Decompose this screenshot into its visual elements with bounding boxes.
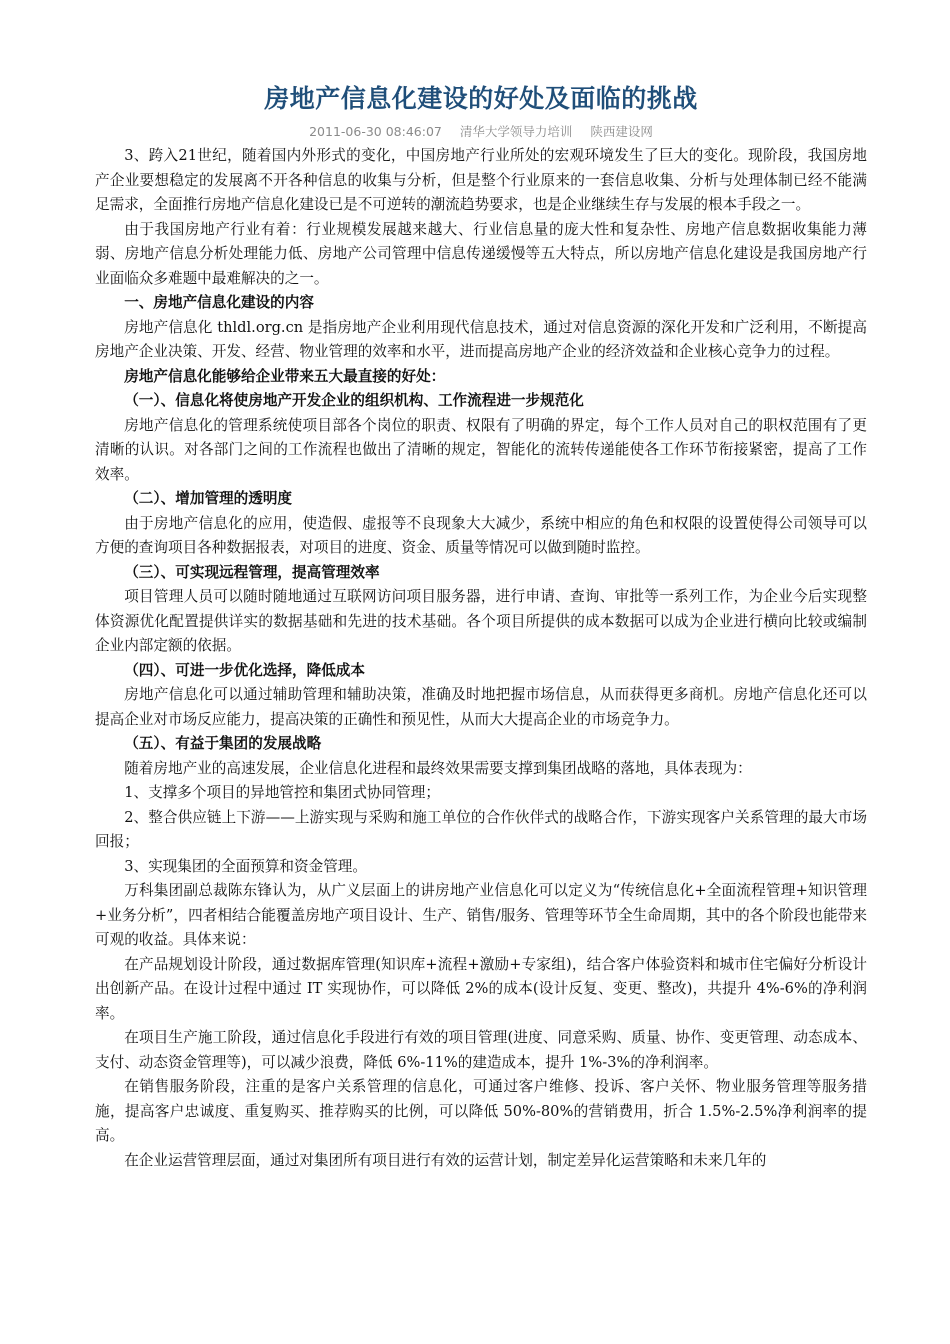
benefit-heading-2: （二）、增加管理的透明度 [124,490,293,507]
benefit-paragraph-2: 由于房地产信息化的应用，使造假、虚报等不良现象大大减少，系统中相应的角色和权限的设置使得公司领导可以方便的查询项目各种数据报表，对项目的进度、资金、质量等情况可以做到随时监控。 [95,514,867,556]
paragraph-intro: 3、跨入21世纪，随着国内外形式的变化，中国房地产行业所处的宏观环境发生了巨大的变化。现阶段，我国房地产企业要想稳定的发展离不开各种信息的收集与分析，但是整个行业原来的一套信息收集、分析与处理体制已经不能满足需求，全面推行房地产信息化建设已是不可逆转的潮流趋势要求，也是企业继续生存与发展的根本手段之一。 [95,147,867,213]
benefit-heading-5: （五）、有益于集团的发展战略 [124,735,322,752]
article-source: 清华大学领导力培训 [459,124,573,139]
paragraph-construction-stage: 在项目生产施工阶段，通过信息化手段进行有效的项目管理(进度、同意采购、质量、协作、变更管理、动态成本、支付、动态资金管理等)，可以减少浪费，降低 6%-11%的建造成本，提升 1%-3%的净利润率。 [95,1029,867,1071]
benefit-heading-4: （四）、可进一步优化选择，降低成本 [124,661,365,679]
list-item: 3、实现集团的全面预算和资金管理。 [124,857,367,875]
benefit-heading-1: （一）、信息化将使房地产开发企业的组织机构、工作流程进一步规范化 [124,392,584,409]
paragraph-quote: 万科集团副总裁陈东锋认为，从广义层面上的讲房地产业信息化可以定义为“传统信息化+全面流程管理+知识管理+业务分析”，四者相结合能覆盖房地产项目设计、生产、销售/服务、管理等环节全生命周期，其中的各个阶段也能带来可观的收益。具体来说： [95,882,867,948]
publish-datetime: 2011-06-30 08:46:07 [309,124,442,139]
paragraph-design-stage: 在产品规划设计阶段，通过数据库管理(知识库+流程+激励+专家组)，结合客户体验资料和城市住宅偏好分析设计出创新产品。在设计过程中通过 IT 实现协作，可以降低 2%的成本(设计反复、变更、整改)，共提升 4%-6%的净利润率。 [95,955,867,1022]
benefit-heading-3: （三）、可实现远程管理，提高管理效率 [124,563,380,581]
benefit-paragraph-3: 项目管理人员可以随时随地通过互联网访问项目服务器，进行申请、查询、审批等一系列工作，为企业今后实现整体资源优化配置提供详实的数据基础和先进的技术基础。各个项目所提供的成本数据可以成为企业进行横向比较或编制企业内部定额的依据。 [95,588,867,654]
paragraph-features: 由于我国房地产行业有着：行业规模发展越来越大、行业信息量的庞大性和复杂性、房地产信息数据收集能力薄弱、房地产信息分析处理能力低、房地产公司管理中信息传递缓慢等五大特点，所以房地产信息化建设是我国房地产行业面临众多难题中最难解决的之一。 [95,220,867,287]
benefit-paragraph-4: 房地产信息化可以通过辅助管理和辅助决策，准确及时地把握市场信息，从而获得更多商机。房地产信息化还可以提高企业对市场反应能力，提高决策的正确性和预见性，从而大大提高企业的市场竞争力。 [95,686,867,728]
section-heading: 一、房地产信息化建设的内容 [124,294,314,311]
article-body [95,144,867,1173]
paragraph-definition: 房地产信息化 thldl.org.cn 是指房地产企业利用现代信息技术，通过对信息资源的深化开发和广泛利用，不断提高房地产企业决策、开发、经营、物业管理的效率和水平，进而提高房地产企业的经济效益和企业核心竞争力的过程。 [95,318,867,360]
paragraph-operations: 在企业运营管理层面，通过对集团所有项目进行有效的运营计划，制定差异化运营策略和未来几年的 [124,1151,767,1169]
list-item: 1、支撑多个项目的异地管控和集团式协同管理； [124,784,440,801]
benefit-paragraph-5: 随着房地产业的高速发展，企业信息化进程和最终效果需要支撑到集团战略的落地，具体表现为： [124,759,752,777]
article-publisher: 陕西建设网 [590,124,653,139]
paragraph-sales-stage: 在销售服务阶段，注重的是客户关系管理的信息化，可通过客户维修、投诉、客户关怀、物业服务管理等服务措施，提高客户忠诚度、重复购买、推荐购买的比例，可以降低 50%-80%的营销费用，折合 1.5%-2.5%净利润率的提高。 [95,1078,867,1144]
list-item: 2、整合供应链上下游——上游实现与采购和施工单位的合作伙伴式的战略合作，下游实现客户关系管理的最大市场回报； [95,808,867,850]
subsection-heading: 房地产信息化能够给企业带来五大最直接的好处： [124,367,446,385]
article-title: 房地产信息化建设的好处及面临的挑战 [264,84,698,113]
article [95,78,867,1173]
article-meta [95,120,867,144]
benefit-paragraph-1: 房地产信息化的管理系统使项目部各个岗位的职责、权限有了明确的界定，每个工作人员对自己的职权范围有了更清晰的认识。对各部门之间的工作流程也做出了清晰的规定，智能化的流转传递能使各工作环节衔接紧密，提高了工作效率。 [95,416,867,483]
